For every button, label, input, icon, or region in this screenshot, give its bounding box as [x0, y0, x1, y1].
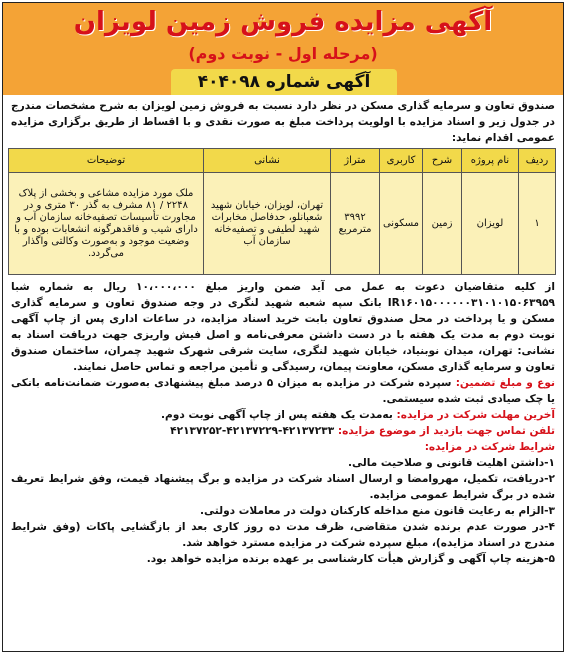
col-address: نشانی: [204, 149, 331, 173]
instructions-paragraph: از کلیه متقاضیان دعوت به عمل می آید ضمن واریز مبلغ ۱۰،۰۰۰،۰۰۰ ریال به شماره شبا IR۱۶۰۱۵۰۰۰۰۰۰۳۱۰۱۰۱۵۰۶۳۹۵۹ بانک سپه شعبه شهید لنگری در وجه صندوق تعاون و سرمایه گذاری مسکن و یا پرداخت در محل صندوق تعاون بابت خرید اسناد مزایده، در ساعات اداری پس از چاپ آگهی نوبت دوم به مدت یک هفته با در دست داشتن معرفی‌نامه و اصل فیش واریزی جهت دریافت اسناد به نشانی: تهران، میدان نوبنیاد، خیابان شهید لنگری، سایت شرقی شهرک شهید چمران، ساختمان صندوق تعاون و سرمایه گذاری مسکن، معاونت پیمان، رسیدگی و تأمین مراجعه و تماس حاصل نمایند.: [11, 281, 555, 373]
cell-metraj: ۳۹۹۲ مترمربع: [331, 173, 380, 275]
guarantee-text: سپرده شرکت در مزایده به میزان ۵ درصد مبلغ پیشنهادی به‌صورت ضمانت‌نامه بانکی یا چک صیادی ثبت شده سیستمی.: [11, 377, 555, 405]
phone-text: ۴۲۱۳۷۲۳۳-۴۲۱۳۷۲۲۹-۴۲۱۳۷۲۵۲: [170, 425, 338, 437]
condition-item: ۳-الزام به رعایت قانون منع مداخله کارکنان دولت در معاملات دولتی.: [200, 505, 555, 517]
deadline-text: به‌مدت یک هفته پس از چاپ آگهی نوبت دوم.: [160, 409, 397, 421]
condition-item: ۱-داشتن اهلیت قانونی و صلاحیت مالی.: [347, 457, 555, 469]
cell-address: تهران، لویزان، خیابان شهید شعبانلو، حدفاصل مخابرات شهید لطیفی و تصفیه‌خانه سازمان آب: [204, 173, 331, 275]
col-metraj: متراژ: [331, 149, 380, 173]
col-karbari: کاربری: [380, 149, 423, 173]
col-project: نام پروژه: [462, 149, 519, 173]
cell-karbari: مسکونی: [380, 173, 423, 275]
condition-item: ۲-دریافت، تکمیل، مهروامضا و ارسال اسناد شرکت در مزایده و برگ پیشنهاد قیمت، وفق شرایط تعریف شده در برگ شرایط عمومی مزایده.: [11, 473, 555, 501]
deadline-label: آخرین مهلت شرکت در مزایده:: [396, 409, 555, 421]
table-header-row: [9, 149, 556, 173]
table-row: [9, 173, 556, 275]
ad-subtitle: (مرحله اول - نوبت دوم): [188, 44, 378, 63]
col-sharh: شرح: [423, 149, 462, 173]
ad-title: آگهی مزایده فروش زمین لویزان: [73, 7, 493, 37]
condition-item: ۵-هزینه چاپ آگهی و گزارش هیأت کارشناسی بر عهده برنده مزایده خواهد بود.: [146, 553, 555, 565]
guarantee-label: نوع و مبلغ تضمین:: [455, 377, 555, 389]
condition-item: ۴-در صورت عدم برنده شدن متقاضی، ظرف مدت ده روز کاری بعد از بازگشایی پاکات (وفق شرایط مندرج در اسناد مزایده)، مبلغ سپرده شرکت در مزایده مسترد خواهد شد.: [11, 521, 555, 549]
conditions-heading: شرایط شرکت در مزایده:: [424, 441, 555, 453]
cell-sharh: زمین: [423, 173, 462, 275]
col-radif: ردیف: [519, 149, 556, 173]
ad-number-badge: آگهی شماره ۴۰۴۰۹۸: [171, 69, 397, 95]
cell-project: لویزان: [462, 173, 519, 275]
ad-page: [2, 2, 564, 652]
phone-label: تلفن تماس جهت بازدید از موضوع مزایده:: [337, 425, 555, 437]
ad-body: [3, 275, 563, 567]
phone-line: [11, 423, 555, 439]
intro-paragraph: صندوق تعاون و سرمایه گذاری مسکن در نظر دارد نسبت به فروش زمین لویزان به شرح مشخصات مندرج در جدول زیر و اسناد مزایده با اولویت پرداخت مبلغ به صورت نقدی و با اقساط از طریق برگزاری مزایده عمومی اقدام نماید:: [11, 100, 555, 144]
deadline-line: [11, 407, 555, 423]
cell-radif: ۱: [519, 173, 556, 275]
guarantee-line: [11, 375, 555, 407]
auction-table: [8, 148, 556, 275]
col-desc: توضیحات: [9, 149, 204, 173]
cell-desc: ملک مورد مزایده مشاعی و بخشی از پلاک ۲۲۴۸ / ۸۱ مشرف به گذر ۳۰ متری و در مجاورت تأسیسات تصفیه‌خانه سازمان آب و دارای شیب و فاقدهرگونه انشعابات بوده و با وضعیت موجود و به‌صورت وکالتی واگذار می‌گردد.: [9, 173, 204, 275]
ad-header: [3, 3, 563, 95]
